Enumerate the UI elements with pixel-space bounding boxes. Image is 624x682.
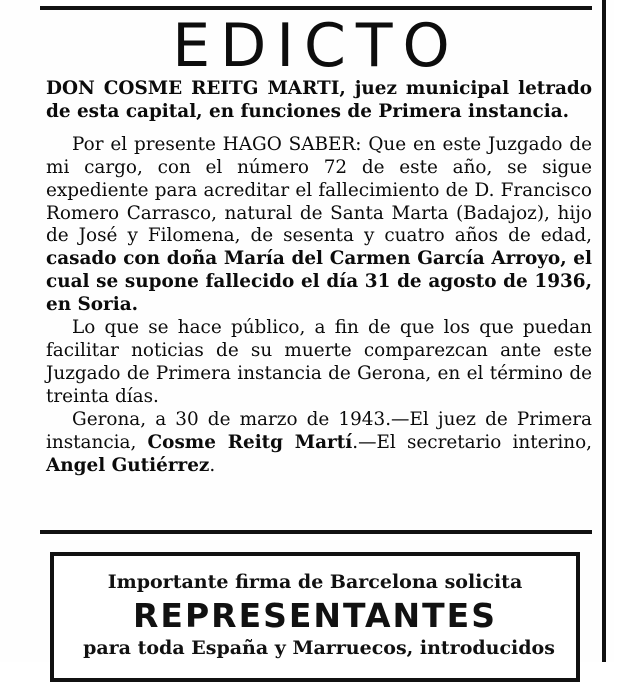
notice-paragraph-2: Lo que se hace público, a fin de que los que puedan facilitar noticias de su muerte comparezcan ante este Juzgado de Primera instancia de Gerona, en el término de treinta días. <box>46 317 592 407</box>
notice-paragraph-1 <box>46 134 592 317</box>
separator-rule <box>40 530 592 534</box>
notice-paragraph-3 <box>46 409 592 478</box>
advertisement-box <box>50 552 580 682</box>
paragraph-1-text-bold: casado con doña María del Carmen García Arroyo, el cual se supone fallecido el día 31 de agosto de 1936, en Soria. <box>46 248 592 316</box>
ad-headline: REPRESENTANTES <box>133 596 497 635</box>
right-margin <box>614 0 624 662</box>
paragraph-gap <box>46 124 592 134</box>
column-rule <box>602 0 606 662</box>
paragraph-3-text-2: .—El secretario interino, <box>352 431 592 453</box>
notice-intro: DON COSME REITG MARTI, juez municipal letrado de esta capital, en funciones de Primera instancia. <box>46 78 592 122</box>
secretary-name: Angel Gutiérrez <box>46 454 210 476</box>
paragraph-3-text: Gerona, a 30 de marzo de 1943.—El juez de Primera instancia, <box>46 408 592 453</box>
top-rule <box>40 6 592 10</box>
notice-title: EDICTO <box>172 11 460 81</box>
ad-line-1: Importante firma de Barcelona solicita <box>107 571 523 593</box>
judge-name: Cosme Reitg Martí <box>147 431 353 453</box>
paragraph-1-text: Por el presente HAGO SABER: Que en este Juzgado de mi cargo, con el número 72 de este año, se sigue expediente para acreditar el fallecimiento de D. Francisco Romero Carrasco, natural de Santa Marta (Badajoz), hijo de José y Filomena, de sesenta y cuatro años de edad, <box>46 133 592 247</box>
ad-line-3: para toda España y Marruecos, introducidos <box>83 637 555 659</box>
paragraph-3-end: . <box>209 454 216 476</box>
notice-body <box>46 78 592 477</box>
